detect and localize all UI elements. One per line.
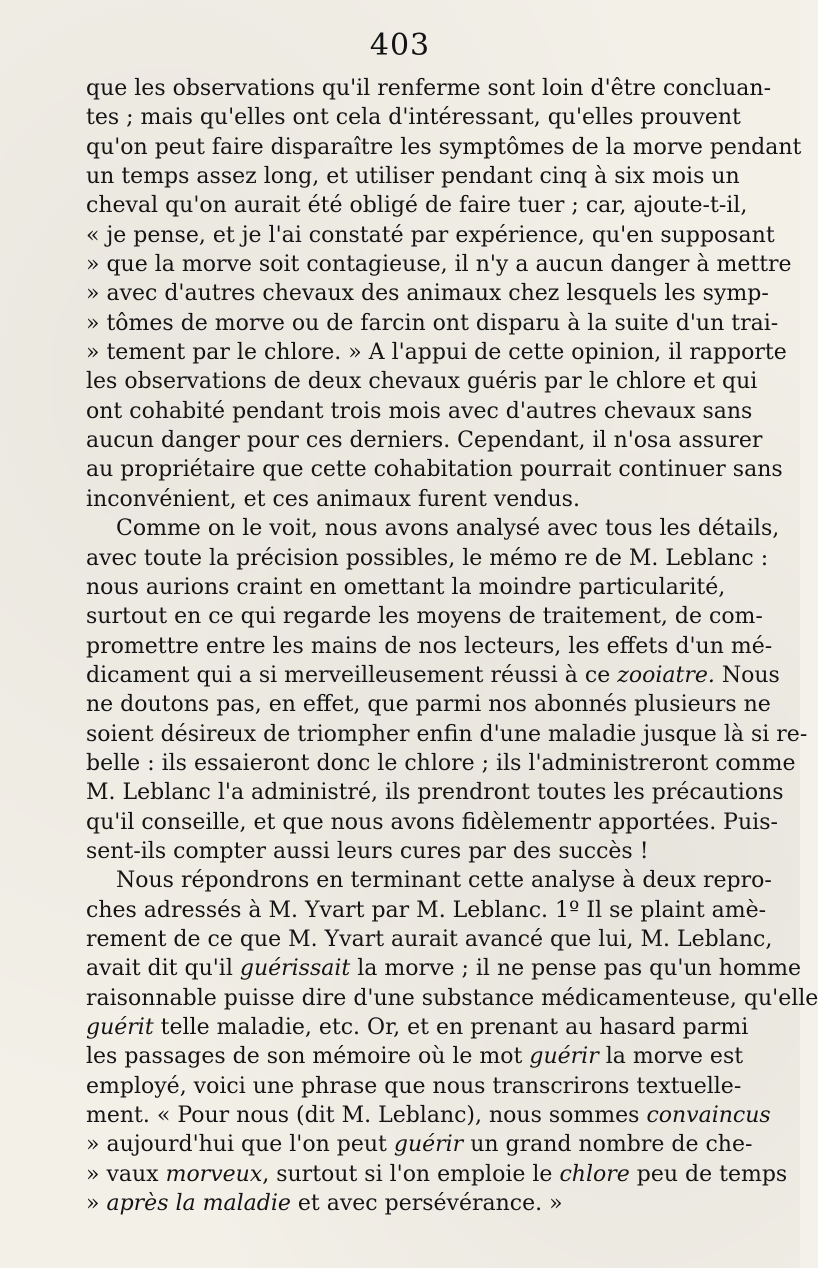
text-line [86,896,767,925]
italic-phrase: après la maladie [106,1191,291,1217]
text-run: que les observations qu'il renferme sont loin d'être concluan- [86,76,772,101]
text-run: avec toute la précision possibles, le mémo re de M. Leblanc : [86,545,769,571]
text-run: au propriétaire que cette cohabitation pourrait continuer sans [86,457,783,483]
text-line [86,1042,744,1071]
text-line [86,74,772,103]
text-run: » aujourd'hui que l'on peut [86,1132,394,1158]
text-run: » tômes de morve ou de farcin ont disparu à la suite d'un trai- [86,310,779,336]
text-run: nous aurions craint en omettant la moindre particularité, [86,574,726,600]
body-text [86,74,818,1218]
text-line [86,602,763,631]
text-run: raisonnable puisse dire d'une substance médicamenteuse, qu'elle [86,985,818,1011]
text-run: telle maladie, etc. Or, et en prenant au hasard parmi [153,1015,749,1040]
text-line [86,1130,753,1159]
text-line [86,984,818,1013]
text-run: peu de temps [629,1161,788,1187]
text-line [86,250,792,279]
text-line [86,661,780,690]
text-line [86,426,763,455]
text-run: qu'il conseille, et que nous avons fidèlementr apportées. Puis- [86,809,778,835]
text-run: » vaux [86,1161,166,1187]
text-line [86,1189,720,1218]
text-run: inconvénient, et ces animaux furent vendus. [86,486,580,512]
text-run: ont cohabité pendant trois mois avec d'autres chevaux sans [86,398,753,424]
text-run: » que la morve soit contagieuse, il n'y a aucun danger à mettre [86,252,792,278]
text-run: » tement par le chlore. » A l'appui de cette opinion, il rapporte [86,340,787,366]
text-line [86,397,753,426]
text-line [86,309,779,338]
text-line [86,690,771,719]
text-run: belle : ils essaieront donc le chlore ; ils l'administreront comme [86,750,796,776]
text-line [86,573,726,602]
text-line [86,954,801,983]
text-line [86,367,758,396]
italic-phrase: zooiatre. [617,662,715,688]
text-line [86,485,720,514]
text-run: tes ; mais qu'elles ont cela d'intéressant, qu'elles prouvent [86,105,741,131]
text-run: ches adressés à M. Yvart par M. Leblanc. 1º Il se plaint amè- [86,897,767,923]
text-run: » [86,1191,107,1217]
text-line [86,1160,788,1189]
text-line [86,544,769,573]
italic-phrase: guérir [393,1132,464,1158]
text-line [86,1013,749,1042]
text-line [86,632,773,661]
text-run: et avec persévérance. » [290,1191,563,1217]
text-run: employé, voici une phrase que nous transcrirons textuelle- [86,1073,742,1099]
text-run: Nous répondrons en terminant cette analyse à deux repro- [116,868,772,894]
text-line [86,1101,771,1130]
text-line [86,866,772,895]
text-run: qu'on peut faire disparaître les symptômes de la morve pendant [86,134,802,160]
text-line [86,103,741,132]
text-line [86,1072,742,1101]
text-line [86,720,808,749]
text-run: » avec d'autres chevaux des animaux chez lesquels les symp- [86,281,769,307]
text-run: sent-ils compter aussi leurs cures par des succès ! [86,838,649,864]
text-run: un temps assez long, et utiliser pendant cinq à six mois un [86,164,740,190]
text-line [86,221,775,250]
text-run: ne doutons pas, en effet, que parmi nos abonnés plusieurs ne [86,692,771,718]
text-run: aucun danger pour ces derniers. Cependant, il n'osa assurer [86,428,763,454]
text-line [86,837,720,866]
italic-phrase: guérissait [239,956,351,982]
text-run: « je pense, et je l'ai constaté par expérience, qu'en supposant [86,222,775,248]
text-run: dicament qui a si merveilleusement réussi à ce [86,662,618,688]
text-run: surtout en ce qui regarde les moyens de traitement, de com- [86,604,763,630]
text-line [86,749,796,778]
text-run: M. Leblanc l'a administré, ils prendront toutes les précautions [86,780,784,806]
text-run: les passages de son mémoire où le mot [86,1044,530,1070]
text-run: ment. « Pour nous (dit M. Leblanc), nous sommes [86,1103,647,1129]
text-run: soient désireux de triompher enfin d'une maladie jusque là si re- [86,721,808,747]
italic-phrase: chlore [559,1161,630,1187]
text-line [86,133,802,162]
text-run: les observations de deux chevaux guéris par le chlore et qui [86,369,758,395]
text-run: la morve est [598,1044,744,1070]
text-line [86,808,778,837]
text-run: la morve ; il ne pense pas qu'un homme [350,956,801,982]
italic-phrase: guérit [86,1015,154,1040]
text-run: , surtout si l'on emploie le [262,1161,560,1187]
text-line [86,778,784,807]
italic-phrase: convaincus [646,1103,771,1129]
text-run: un grand nombre de che- [463,1132,753,1158]
text-run: rement de ce que M. Yvart aurait avancé que lui, M. Leblanc, [86,926,773,952]
italic-phrase: guérir [529,1044,599,1070]
page-number: 403 [369,28,431,63]
text-line [86,191,748,220]
text-run: Comme on le voit, nous avons analysé avec tous les détails, [116,516,780,542]
text-run: avait dit qu'il [86,956,240,982]
text-line [86,338,787,367]
text-line [86,162,740,191]
text-run: cheval qu'on aurait été obligé de faire tuer ; car, ajoute-t-il, [86,193,748,219]
text-line [86,514,780,543]
text-line [86,279,769,308]
text-line [86,925,773,954]
italic-phrase: morveux [165,1161,263,1187]
text-run: Nous [714,662,780,688]
text-run: promettre entre les mains de nos lecteurs, les effets d'un mé- [86,633,773,659]
text-line [86,455,783,484]
